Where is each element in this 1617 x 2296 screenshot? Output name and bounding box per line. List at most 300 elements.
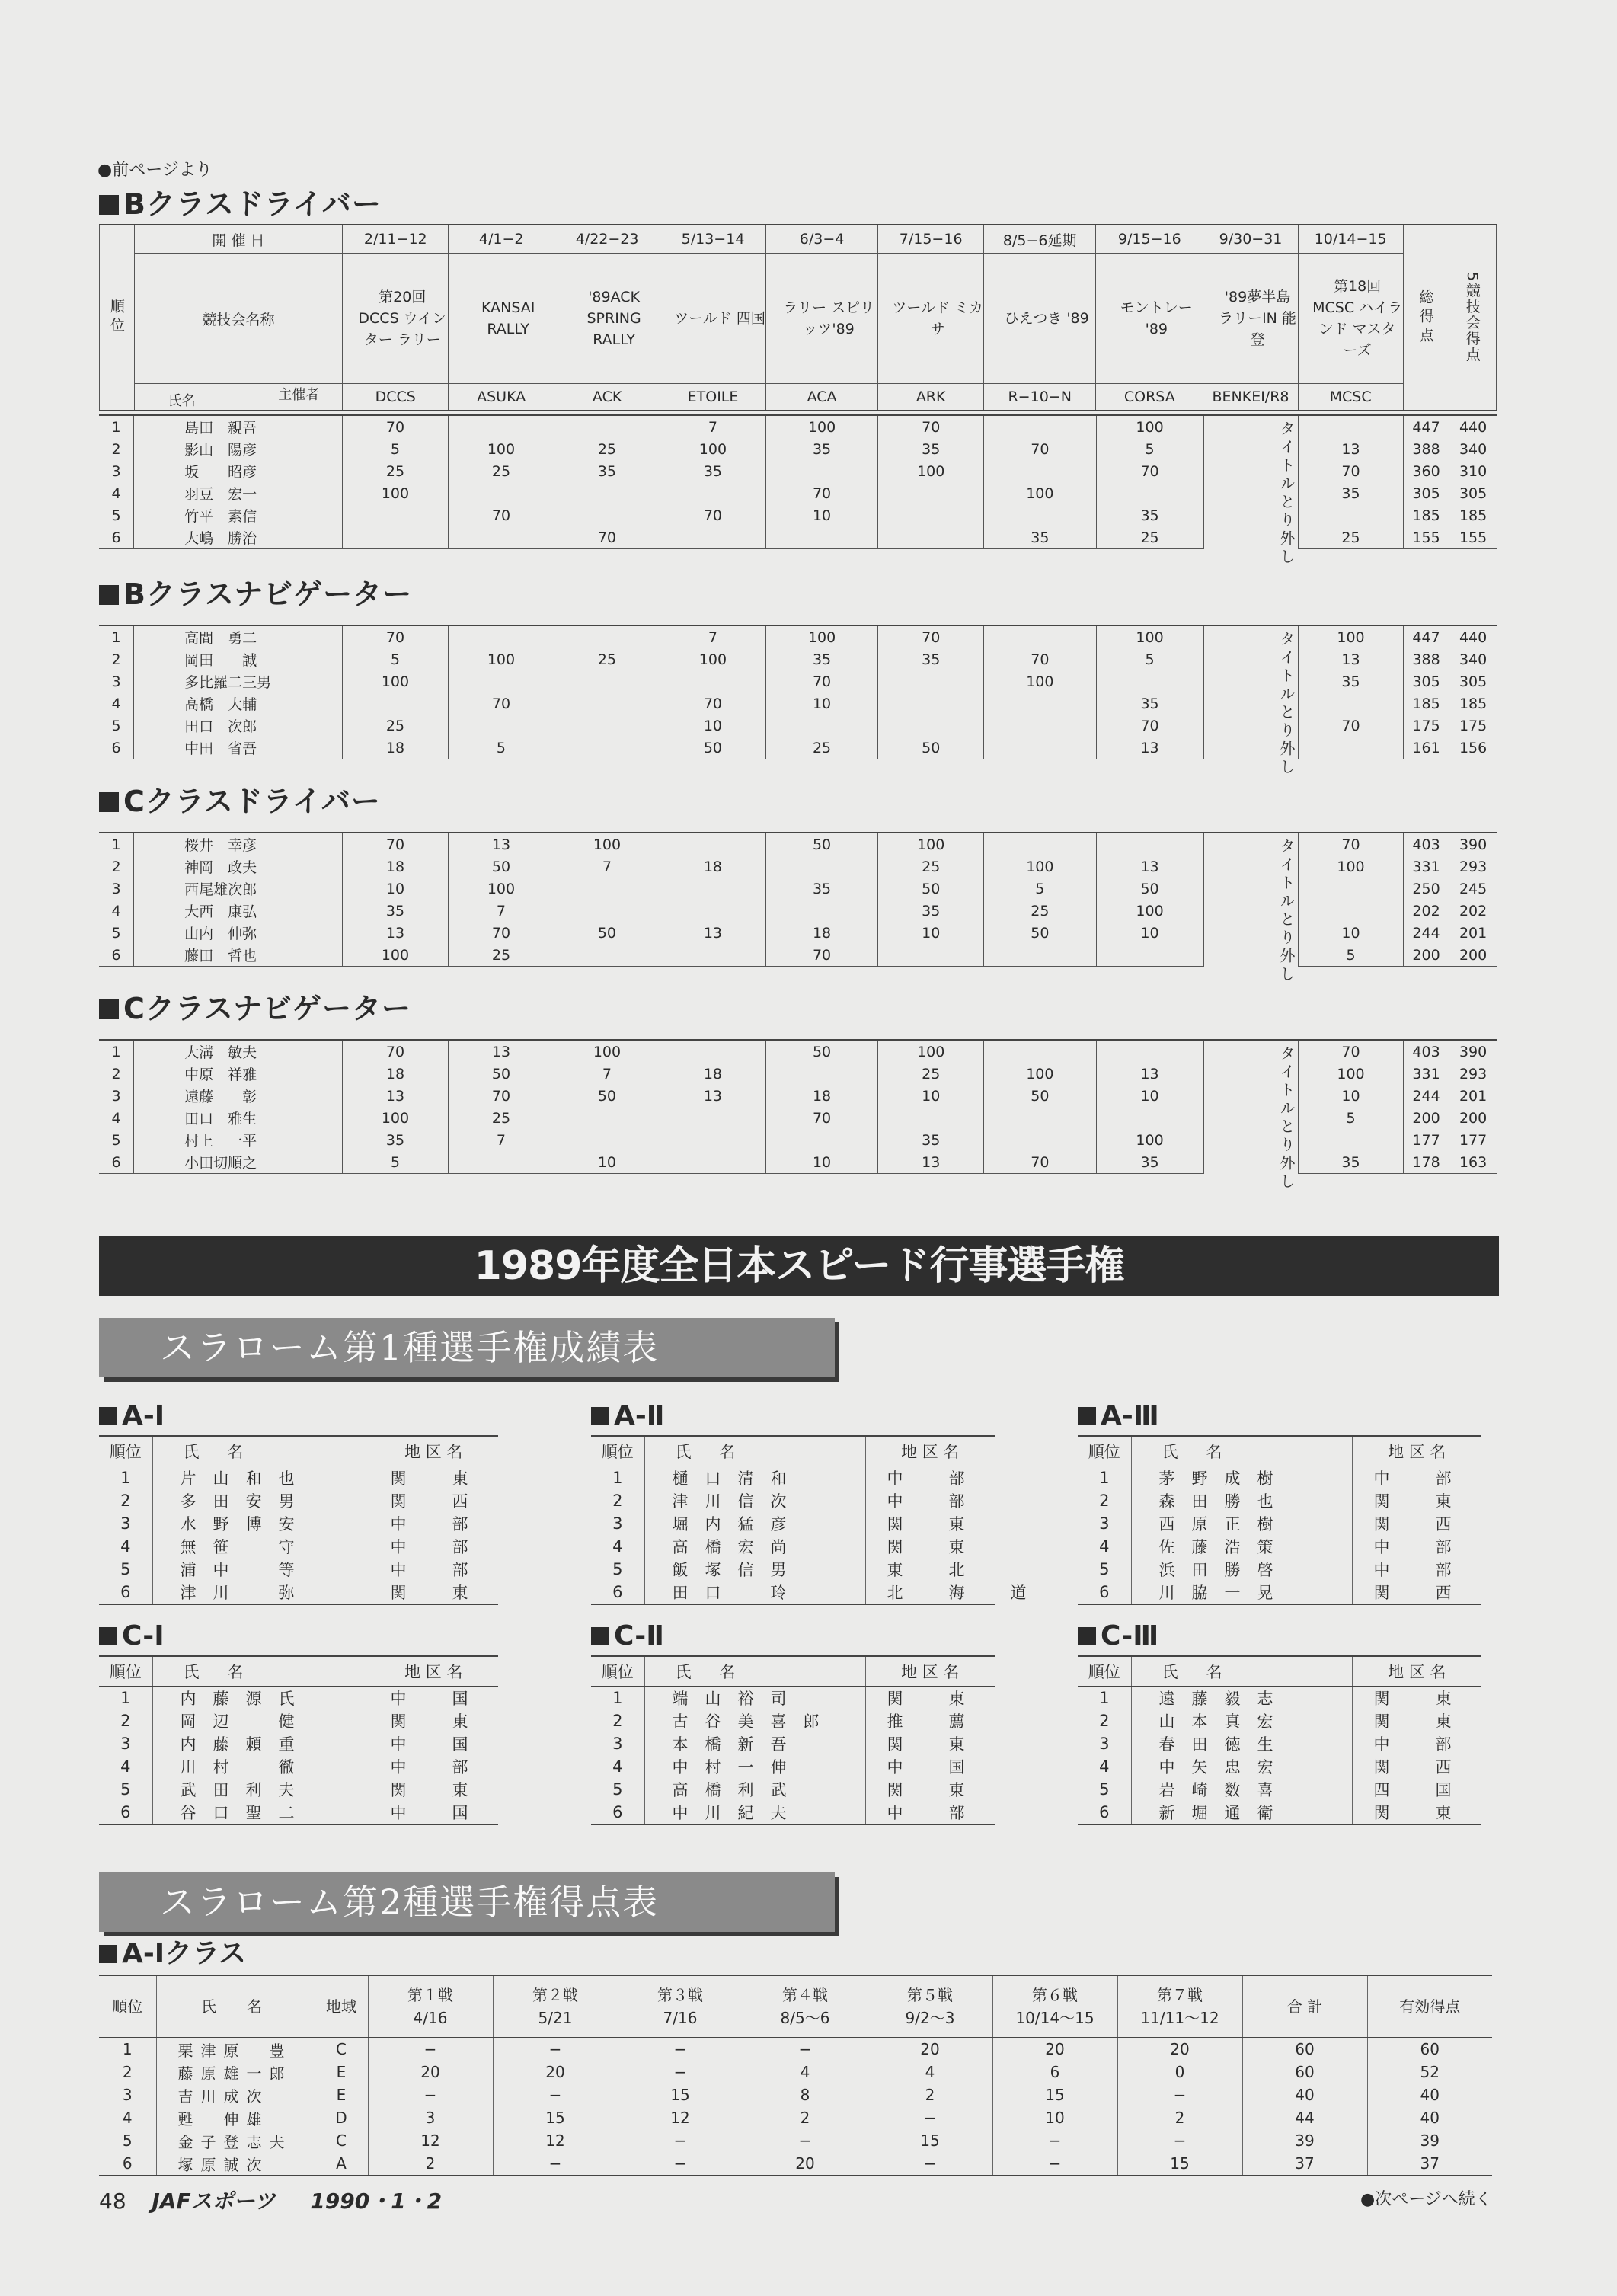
points-cell: 70 xyxy=(342,415,448,438)
round-header xyxy=(743,1975,868,2038)
points-cell: 70 xyxy=(660,692,765,715)
round-name: 第１戦 xyxy=(407,1986,453,2004)
rank-cell: 6 xyxy=(1078,1581,1131,1604)
points-cell: − xyxy=(1117,2083,1242,2106)
points-cell xyxy=(984,692,1096,715)
points-cell xyxy=(554,482,660,504)
title-excluded-note: タイトルとり外し xyxy=(1203,625,1298,759)
area-cell: D xyxy=(315,2106,368,2129)
rank-cell: 4 xyxy=(120,1537,131,1556)
points-cell: 5 xyxy=(1299,944,1404,967)
name-header-label: 氏名 xyxy=(168,393,196,409)
points-cell: 25 xyxy=(448,460,554,482)
name-cell: 金子登志夫 xyxy=(156,2129,315,2152)
points-cell xyxy=(554,944,660,967)
points-cell: 18 xyxy=(765,922,877,944)
points-cell xyxy=(878,1107,984,1129)
points-cell xyxy=(342,526,448,549)
name-header: 氏 名 xyxy=(152,1656,369,1687)
name-cell: 田口 雅生 xyxy=(134,1107,343,1129)
best5-points-header: 5競技会得点 xyxy=(1449,225,1496,411)
rank-cell: 3 xyxy=(111,1087,121,1105)
rank-cell: 5 xyxy=(111,1131,121,1149)
total-header: 合 計 xyxy=(1242,1975,1367,2038)
region-header: 地 区 名 xyxy=(369,1436,498,1466)
points-cell: 4 xyxy=(743,2061,868,2083)
event-name-header: 競技会名称 xyxy=(134,254,343,384)
points-cell: 10 xyxy=(1299,922,1404,944)
rank-header: 順位 xyxy=(591,1436,644,1466)
table-row xyxy=(99,1535,498,1558)
points-cell xyxy=(554,670,660,692)
points-cell: 40 xyxy=(1367,2106,1492,2129)
points-cell xyxy=(448,625,554,648)
rank-cell: 2 xyxy=(612,1712,623,1730)
points-cell: 7 xyxy=(554,855,660,878)
name-cell: 古谷美喜郎 xyxy=(644,1709,865,1732)
points-cell: 18 xyxy=(342,737,448,759)
rally-section-title xyxy=(99,783,381,820)
points-cell: 100 xyxy=(984,670,1096,692)
points-cell: 15 xyxy=(868,2129,992,2152)
points-cell: 70 xyxy=(342,833,448,855)
event-organizer: DCCS xyxy=(343,384,449,411)
table-row xyxy=(591,1732,995,1755)
points-cell xyxy=(1096,1040,1203,1063)
points-cell: 15 xyxy=(618,2083,743,2106)
points-cell: 5 xyxy=(448,737,554,759)
points-cell: 440 xyxy=(1449,625,1497,648)
class-title-text: A-Ⅱ xyxy=(614,1400,665,1431)
points-cell xyxy=(1299,1129,1404,1151)
points-cell: 250 xyxy=(1403,878,1449,900)
points-cell: 25 xyxy=(554,648,660,670)
region-cell: 中部 xyxy=(865,1801,995,1824)
event-organizer: R−10−N xyxy=(984,384,1096,411)
points-cell xyxy=(1299,504,1404,526)
slalom1-class-title xyxy=(1078,1619,1158,1654)
points-cell: 2 xyxy=(743,2106,868,2129)
issue-date: 1990・1・2 xyxy=(310,2189,443,2214)
points-cell xyxy=(660,944,765,967)
table-row xyxy=(99,2061,1492,2083)
name-cell: 田口 次郎 xyxy=(134,715,343,737)
rank-header: 順位 xyxy=(1078,1656,1131,1687)
name-cell: 坂 昭彦 xyxy=(134,460,343,482)
name-header: 氏 名 xyxy=(644,1656,865,1687)
points-cell: 100 xyxy=(1299,1063,1404,1085)
name-cell: 新堀通衛 xyxy=(1131,1801,1352,1824)
points-cell: − xyxy=(743,2129,868,2152)
magazine-name: JAFスポーツ xyxy=(152,2189,276,2214)
rally-section-table xyxy=(99,625,1497,777)
points-cell: 100 xyxy=(342,670,448,692)
rank-cell: 2 xyxy=(111,1065,121,1082)
points-cell: 293 xyxy=(1449,855,1497,878)
rank-cell: 3 xyxy=(120,1514,131,1533)
name-cell: 浜田勝啓 xyxy=(1131,1558,1352,1581)
table-row xyxy=(99,1801,498,1824)
points-cell: 12 xyxy=(493,2129,618,2152)
name-cell: 栗津原 豊 xyxy=(156,2038,315,2061)
points-cell: 52 xyxy=(1367,2061,1492,2083)
points-cell xyxy=(554,692,660,715)
points-cell: − xyxy=(868,2152,992,2176)
table-row xyxy=(1078,1466,1481,1490)
rank-header: 順位 xyxy=(100,225,135,411)
points-cell xyxy=(1096,1107,1203,1129)
class-square-icon xyxy=(1078,1627,1096,1645)
points-cell: 25 xyxy=(448,944,554,967)
points-cell: 3 xyxy=(368,2106,493,2129)
points-cell: 8 xyxy=(743,2083,868,2106)
table-row xyxy=(99,1466,498,1490)
event-date: 6/3−4 xyxy=(765,225,877,254)
points-cell: 70 xyxy=(660,504,765,526)
name-header: 氏 名 xyxy=(152,1436,369,1466)
points-cell: 100 xyxy=(554,1040,660,1063)
points-cell: 13 xyxy=(1096,1063,1203,1085)
section-title-text: Cクラスドライバー xyxy=(123,785,381,818)
points-cell: 50 xyxy=(448,1063,554,1085)
event-organizer: CORSA xyxy=(1096,384,1203,411)
rank-cell: 2 xyxy=(120,1492,131,1510)
table-row xyxy=(591,1466,995,1490)
next-page-note: ●次ページへ続く xyxy=(1360,2190,1492,2209)
event-organizer: ACK xyxy=(554,384,660,411)
points-cell: 25 xyxy=(1096,526,1203,549)
points-cell: 35 xyxy=(342,900,448,922)
points-cell: 185 xyxy=(1403,692,1449,715)
points-cell: 70 xyxy=(984,648,1096,670)
points-cell xyxy=(448,482,554,504)
table-row xyxy=(591,1801,995,1824)
points-cell xyxy=(984,737,1096,759)
event-date: 9/15−16 xyxy=(1096,225,1203,254)
points-cell: 13 xyxy=(1299,648,1404,670)
region-cell: 東北 xyxy=(865,1558,995,1581)
event-organizer: ASUKA xyxy=(449,384,554,411)
region-cell: 関西 xyxy=(1352,1512,1481,1535)
page-footer xyxy=(99,2185,442,2215)
table-header-row xyxy=(591,1436,995,1466)
points-cell: 6 xyxy=(992,2061,1117,2083)
points-cell: 331 xyxy=(1403,1063,1449,1085)
table-row xyxy=(1078,1755,1481,1778)
rank-cell: 2 xyxy=(1099,1492,1110,1510)
name-cell: 中川紀夫 xyxy=(644,1801,865,1824)
points-cell: 35 xyxy=(554,460,660,482)
table-row xyxy=(99,1687,498,1710)
points-cell: 10 xyxy=(660,715,765,737)
section-square-icon xyxy=(99,585,119,605)
points-cell: 388 xyxy=(1403,438,1449,460)
event-name: ツールド ミカサ xyxy=(878,254,984,384)
points-cell: 70 xyxy=(1299,715,1404,737)
rank-header: 順位 xyxy=(1078,1436,1131,1466)
points-cell xyxy=(554,504,660,526)
event-organizer: BENKEI/R8 xyxy=(1203,384,1298,411)
points-cell: 175 xyxy=(1403,715,1449,737)
points-cell: 25 xyxy=(342,715,448,737)
table-row xyxy=(99,1512,498,1535)
slalom1-class-title xyxy=(99,1619,165,1654)
name-cell: 山本真宏 xyxy=(1131,1709,1352,1732)
points-cell: 2 xyxy=(868,2083,992,2106)
points-cell: 100 xyxy=(1096,625,1203,648)
points-cell xyxy=(660,1129,765,1151)
event-date: 2/11−12 xyxy=(343,225,449,254)
points-cell: 100 xyxy=(765,625,877,648)
name-cell: 遠藤毅志 xyxy=(1131,1687,1352,1710)
region-cell: 中部 xyxy=(1352,1466,1481,1490)
points-cell: 70 xyxy=(1096,715,1203,737)
name-cell: 飯塚信男 xyxy=(644,1558,865,1581)
points-cell: 12 xyxy=(618,2106,743,2129)
event-date: 7/15−16 xyxy=(878,225,984,254)
points-cell: 25 xyxy=(878,855,984,878)
rank-cell: 5 xyxy=(612,1780,623,1799)
points-cell xyxy=(1096,482,1203,504)
event-date: 5/13−14 xyxy=(660,225,766,254)
name-cell: 佐藤浩策 xyxy=(1131,1535,1352,1558)
points-cell xyxy=(765,460,877,482)
points-cell xyxy=(1299,692,1404,715)
points-cell: 70 xyxy=(1299,1040,1404,1063)
points-cell: 50 xyxy=(878,737,984,759)
name-cell: 影山 陽彦 xyxy=(134,438,343,460)
points-cell xyxy=(554,415,660,438)
class-title-text: C-Ⅱ xyxy=(614,1620,664,1652)
region-cell: 中部 xyxy=(865,1489,995,1512)
rank-cell: 5 xyxy=(120,1560,131,1578)
points-cell: 5 xyxy=(342,648,448,670)
points-cell xyxy=(1299,415,1404,438)
rank-cell: 4 xyxy=(612,1537,623,1556)
points-cell: 100 xyxy=(984,855,1096,878)
region-cell: 関西 xyxy=(1352,1581,1481,1604)
rank-cell: 5 xyxy=(612,1560,623,1578)
points-cell: 7 xyxy=(554,1063,660,1085)
points-cell xyxy=(765,526,877,549)
round-name: 第６戦 xyxy=(1032,1986,1078,2004)
points-cell xyxy=(984,1107,1096,1129)
points-cell xyxy=(984,944,1096,967)
points-cell xyxy=(554,737,660,759)
points-cell: 50 xyxy=(984,1085,1096,1107)
event-name: '89夢半島 ラリーIN 能登 xyxy=(1203,254,1298,384)
table-row xyxy=(99,1755,498,1778)
rank-cell: 2 xyxy=(1099,1712,1110,1730)
points-cell xyxy=(765,1129,877,1151)
points-cell: 20 xyxy=(493,2061,618,2083)
points-cell: 10 xyxy=(342,878,448,900)
name-cell: 高橋 大輔 xyxy=(134,692,343,715)
points-cell: 155 xyxy=(1449,526,1497,549)
points-cell: 70 xyxy=(1299,833,1404,855)
points-cell: 100 xyxy=(448,438,554,460)
organizer-name-header xyxy=(134,384,343,411)
event-name: KANSAI RALLY xyxy=(449,254,554,384)
points-cell xyxy=(448,415,554,438)
rank-cell: 6 xyxy=(99,1801,152,1824)
region-cell: 関西 xyxy=(1352,1755,1481,1778)
points-cell xyxy=(660,900,765,922)
table-row xyxy=(591,1489,995,1512)
name-cell: 西尾雄次郎 xyxy=(134,878,343,900)
round-header xyxy=(368,1975,493,2038)
points-cell xyxy=(1299,878,1404,900)
points-cell: − xyxy=(618,2129,743,2152)
name-cell: 高橋利武 xyxy=(644,1778,865,1801)
points-cell: 5 xyxy=(1096,648,1203,670)
event-organizer: ACA xyxy=(765,384,877,411)
points-cell xyxy=(660,1040,765,1063)
rank-cell: 4 xyxy=(111,695,121,712)
table-row xyxy=(1078,1801,1481,1824)
points-cell: 155 xyxy=(1403,526,1449,549)
points-cell: 50 xyxy=(878,878,984,900)
round-date: 7/16 xyxy=(663,2009,698,2027)
table-row xyxy=(1078,1687,1481,1710)
points-cell: 13 xyxy=(660,1085,765,1107)
points-cell: 70 xyxy=(984,438,1096,460)
points-cell: 15 xyxy=(992,2083,1117,2106)
round-date: 4/16 xyxy=(413,2009,448,2027)
points-cell: 35 xyxy=(984,526,1096,549)
rally-section-table xyxy=(99,414,1497,567)
event-date: 4/22−23 xyxy=(554,225,660,254)
points-cell xyxy=(765,900,877,922)
points-cell xyxy=(984,415,1096,438)
points-cell xyxy=(984,1129,1096,1151)
points-cell: 70 xyxy=(878,415,984,438)
name-cell: 森田勝也 xyxy=(1131,1489,1352,1512)
table-row xyxy=(1078,1709,1481,1732)
table-row xyxy=(99,1732,498,1755)
points-cell: 185 xyxy=(1403,504,1449,526)
region-cell: 関東 xyxy=(865,1778,995,1801)
table-row xyxy=(99,415,1497,438)
name-cell: 多比羅二三男 xyxy=(134,670,343,692)
points-cell: 13 xyxy=(660,922,765,944)
table-row xyxy=(1078,1732,1481,1755)
region-cell: 中部 xyxy=(369,1535,498,1558)
round-header xyxy=(493,1975,618,2038)
points-cell: 10 xyxy=(1096,1085,1203,1107)
section-title-text: Bクラスドライバー xyxy=(123,187,382,221)
from-previous-page-note: ●前ページより xyxy=(97,161,213,180)
points-cell: 20 xyxy=(868,2038,992,2061)
points-cell: 20 xyxy=(992,2038,1117,2061)
points-cell: − xyxy=(992,2152,1117,2176)
points-cell xyxy=(554,625,660,648)
rank-cell: 1 xyxy=(1099,1469,1110,1487)
points-cell: 13 xyxy=(342,1085,448,1107)
points-cell: 35 xyxy=(765,438,877,460)
slalom1-class-table xyxy=(591,1435,1072,1605)
points-cell xyxy=(984,460,1096,482)
name-cell: 武田利夫 xyxy=(152,1778,369,1801)
points-cell: 10 xyxy=(1299,1085,1404,1107)
points-cell: 13 xyxy=(448,833,554,855)
points-cell: 244 xyxy=(1403,922,1449,944)
points-cell: 5 xyxy=(342,438,448,460)
championship-banner: 1989年度全日本スピード行事選手権 xyxy=(99,1236,1499,1296)
total-points-header: 総得点 xyxy=(1403,225,1449,411)
points-cell: 35 xyxy=(878,1129,984,1151)
area-cell: A xyxy=(315,2152,368,2176)
region-cell: 中国 xyxy=(369,1801,498,1824)
name-cell: 川村 徹 xyxy=(152,1755,369,1778)
rank-cell: 2 xyxy=(111,651,121,668)
points-cell: 10 xyxy=(765,1151,877,1174)
event-name: ツールド 四国 xyxy=(660,254,766,384)
points-cell: 18 xyxy=(660,1063,765,1085)
event-date: 8/5−6延期 xyxy=(984,225,1096,254)
table-row xyxy=(1078,1778,1481,1801)
rank-cell: 5 xyxy=(1099,1560,1110,1578)
rank-cell: 6 xyxy=(591,1581,644,1604)
region-cell: 関東 xyxy=(865,1512,995,1535)
name-cell: 谷口聖二 xyxy=(152,1801,369,1824)
points-cell: 50 xyxy=(660,737,765,759)
class-square-icon xyxy=(99,1407,117,1425)
points-cell: 60 xyxy=(1242,2061,1367,2083)
points-cell: 340 xyxy=(1449,438,1497,460)
table-row xyxy=(591,1512,995,1535)
points-cell: 35 xyxy=(1096,504,1203,526)
points-cell: 70 xyxy=(1299,460,1404,482)
table-row xyxy=(99,2083,1492,2106)
class-square-icon xyxy=(1078,1407,1096,1425)
points-cell: 50 xyxy=(554,922,660,944)
date-header: 開 催 日 xyxy=(134,225,343,254)
table-row xyxy=(591,1709,995,1732)
points-cell xyxy=(765,1063,877,1085)
rank-cell: 4 xyxy=(122,2109,133,2127)
name-cell: 岡辺 健 xyxy=(152,1709,369,1732)
event-organizer: ARK xyxy=(878,384,984,411)
points-cell: 18 xyxy=(660,855,765,878)
points-cell: 100 xyxy=(1299,625,1404,648)
region-cell: 中部 xyxy=(369,1512,498,1535)
points-cell: 15 xyxy=(1117,2152,1242,2176)
page-number: 48 xyxy=(99,2189,126,2214)
area-header: 地域 xyxy=(315,1975,368,2038)
class-square-icon xyxy=(591,1407,609,1425)
table-row xyxy=(99,1778,498,1801)
rank-cell: 6 xyxy=(591,1801,644,1824)
points-cell: 100 xyxy=(448,878,554,900)
points-cell: 35 xyxy=(1096,692,1203,715)
name-cell: 津川信次 xyxy=(644,1489,865,1512)
area-cell: C xyxy=(315,2129,368,2152)
points-cell: 35 xyxy=(342,1129,448,1151)
points-cell xyxy=(878,715,984,737)
table-header-row xyxy=(1078,1436,1481,1466)
points-cell: 25 xyxy=(765,737,877,759)
rank-cell: 6 xyxy=(1078,1801,1131,1824)
slalom1-class-table xyxy=(99,1655,514,1825)
points-cell xyxy=(448,1151,554,1174)
name-cell: 樋口清和 xyxy=(644,1466,865,1490)
section-title-text: Bクラスナビゲーター xyxy=(123,577,413,611)
points-cell: 12 xyxy=(368,2129,493,2152)
points-cell: 2 xyxy=(368,2152,493,2176)
rank-cell: 5 xyxy=(111,507,121,524)
points-cell: 40 xyxy=(1242,2083,1367,2106)
